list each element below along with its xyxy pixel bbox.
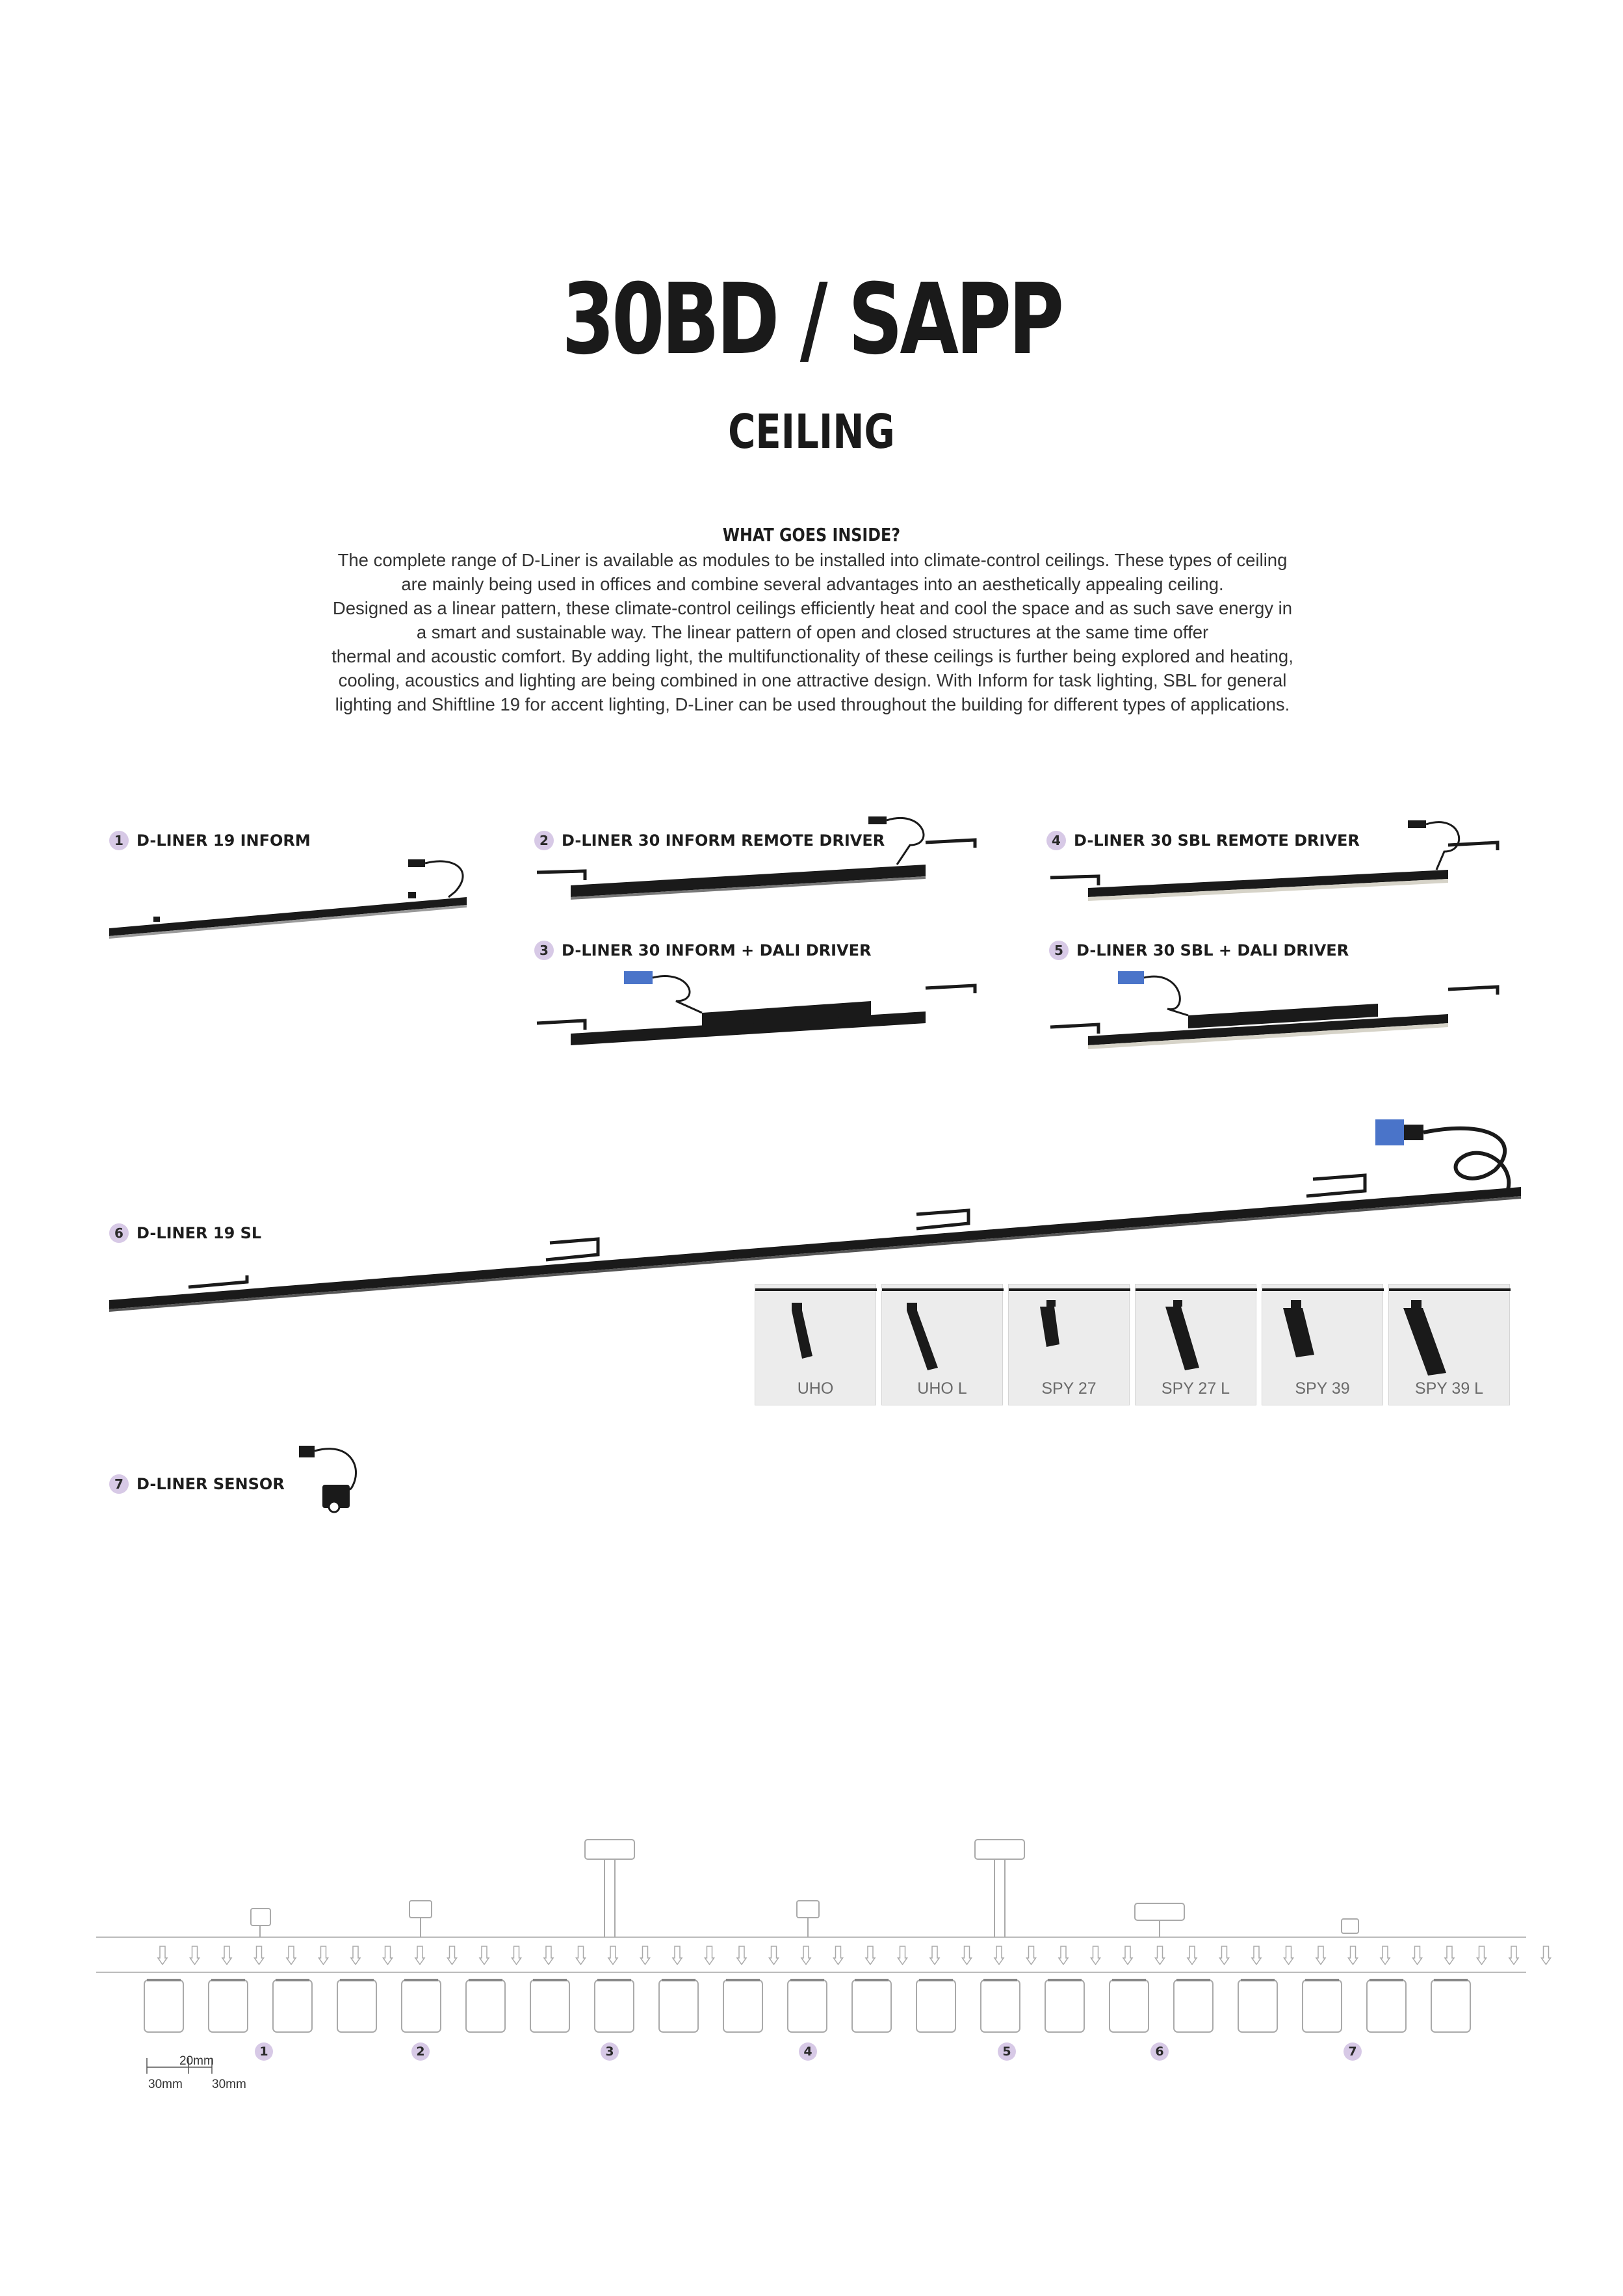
spot-label: SPY 39 bbox=[1295, 1379, 1350, 1398]
page-subtitle: CEILING bbox=[728, 404, 895, 459]
ceiling-slot bbox=[480, 1946, 489, 1964]
spot-label: SPY 27 bbox=[1041, 1379, 1097, 1398]
ceiling-bay bbox=[1367, 1980, 1406, 2032]
product-number-badge: 3 bbox=[534, 941, 554, 960]
ceiling-bay bbox=[530, 1980, 569, 2032]
page-title: 30BD / SAPP bbox=[562, 263, 1061, 376]
ceiling-slot bbox=[222, 1946, 231, 1964]
ceiling-slot bbox=[1542, 1946, 1551, 1964]
product-name: D-LINER 19 INFORM bbox=[136, 831, 311, 850]
product-name: D-LINER 30 INFORM + DALI DRIVER bbox=[562, 941, 872, 959]
intro-heading: WHAT GOES INSIDE? bbox=[722, 524, 901, 545]
ceiling-slot bbox=[577, 1946, 586, 1964]
dimension-label: 20mm bbox=[179, 2054, 214, 2068]
ceiling-slot bbox=[1509, 1946, 1518, 1964]
ceiling-slot bbox=[705, 1946, 714, 1964]
ceiling-bay bbox=[659, 1980, 698, 2032]
intro-line: thermal and acoustic comfort. By adding light, the multifunctionality of these ceilings is further being explored and heating, bbox=[331, 646, 1293, 666]
spot-label: UHO L bbox=[917, 1379, 967, 1398]
ceiling-bay bbox=[1431, 1980, 1470, 2032]
ceiling-bay bbox=[788, 1980, 827, 2032]
ceiling-slot bbox=[287, 1946, 296, 1964]
ceiling-bay bbox=[402, 1980, 441, 2032]
ceiling-slot bbox=[1091, 1946, 1100, 1964]
ceiling-slot bbox=[898, 1946, 907, 1964]
ceiling-bay bbox=[723, 1980, 762, 2032]
ceiling-slot bbox=[994, 1946, 1004, 1964]
ceiling-bay bbox=[337, 1980, 376, 2032]
ceiling-slot bbox=[1123, 1946, 1132, 1964]
product-number-badge: 1 bbox=[109, 831, 129, 850]
ceiling-slot bbox=[641, 1946, 650, 1964]
ceiling-slot bbox=[1316, 1946, 1325, 1964]
diagram-marker: 3 bbox=[601, 2042, 619, 2061]
ceiling-slot bbox=[158, 1946, 167, 1964]
ceiling-bay bbox=[144, 1980, 183, 2032]
product-name: D-LINER 19 SL bbox=[136, 1224, 262, 1242]
ceiling-slot bbox=[673, 1946, 682, 1964]
ceiling-slot bbox=[190, 1946, 200, 1964]
ceiling-bay bbox=[1110, 1980, 1149, 2032]
intro-line: cooling, acoustics and lighting are being combined in one attractive design. With Inform for task lighting, SBL for general bbox=[338, 670, 1287, 690]
ceiling-slot bbox=[1445, 1946, 1454, 1964]
ceiling-slot bbox=[1027, 1946, 1036, 1964]
ceiling-slot bbox=[866, 1946, 875, 1964]
ceiling-slot bbox=[512, 1946, 521, 1964]
intro-line: are mainly being used in offices and combine several advantages into an aesthetically appealing ceiling. bbox=[401, 574, 1224, 594]
product-number-badge: 2 bbox=[534, 831, 554, 850]
ceiling-bay bbox=[916, 1980, 955, 2032]
ceiling-slot bbox=[383, 1946, 393, 1964]
ceiling-bay bbox=[1045, 1980, 1084, 2032]
ceiling-slot bbox=[351, 1946, 360, 1964]
intro-line: a smart and sustainable way. The linear pattern of open and closed structures at the same time offer bbox=[416, 622, 1209, 642]
ceiling-slot bbox=[1059, 1946, 1068, 1964]
ceiling-slot bbox=[834, 1946, 843, 1964]
dimension-label: 30mm bbox=[148, 2078, 183, 2091]
dimension-label: 30mm bbox=[212, 2078, 246, 2091]
product-number-badge: 4 bbox=[1046, 831, 1066, 850]
ceiling-bay bbox=[595, 1980, 634, 2032]
intro-line: The complete range of D-Liner is available as modules to be installed into climate-control ceilings. These types of ceiling bbox=[337, 550, 1288, 570]
spot-label: SPY 39 L bbox=[1414, 1379, 1484, 1398]
ceiling-bay bbox=[273, 1980, 312, 2032]
ceiling-bay bbox=[1303, 1980, 1342, 2032]
intro-line: lighting and Shiftline 19 for accent lighting, D-Liner can be used throughout the building for different types of applications. bbox=[335, 694, 1290, 714]
ceiling-slot bbox=[1477, 1946, 1487, 1964]
ceiling-slot bbox=[963, 1946, 972, 1964]
ceiling-slot bbox=[801, 1946, 811, 1964]
ceiling-slot bbox=[255, 1946, 264, 1964]
ceiling-slot bbox=[544, 1946, 553, 1964]
product-name: D-LINER SENSOR bbox=[136, 1475, 285, 1493]
ceiling-slot bbox=[448, 1946, 457, 1964]
ceiling-bay bbox=[1174, 1980, 1213, 2032]
product-name: D-LINER 30 SBL + DALI DRIVER bbox=[1076, 941, 1349, 959]
ceiling-slot bbox=[1349, 1946, 1358, 1964]
diagram-marker: 2 bbox=[411, 2042, 430, 2061]
intro-line: Designed as a linear pattern, these climate-control ceilings efficiently heat and cool the space and as such save energy in bbox=[332, 598, 1293, 618]
ceiling-bay bbox=[852, 1980, 891, 2032]
ceiling-slot bbox=[1252, 1946, 1261, 1964]
diagram-marker: 4 bbox=[799, 2042, 817, 2061]
ceiling-bay bbox=[466, 1980, 505, 2032]
ceiling-bay bbox=[1238, 1980, 1277, 2032]
ceiling-slot bbox=[1156, 1946, 1165, 1964]
diagram-marker: 5 bbox=[998, 2042, 1016, 2061]
spot-label: SPY 27 L bbox=[1161, 1379, 1230, 1398]
ceiling-slot bbox=[737, 1946, 746, 1964]
product-name: D-LINER 30 SBL REMOTE DRIVER bbox=[1074, 831, 1360, 850]
ceiling-slot bbox=[1381, 1946, 1390, 1964]
diagram-marker: 6 bbox=[1150, 2042, 1169, 2061]
ceiling-slot bbox=[415, 1946, 424, 1964]
ceiling-slot bbox=[1188, 1946, 1197, 1964]
ceiling-bay bbox=[981, 1980, 1020, 2032]
ceiling-slot bbox=[319, 1946, 328, 1964]
product-number-badge: 5 bbox=[1049, 941, 1069, 960]
diagram-marker: 1 bbox=[255, 2042, 273, 2061]
diagram-marker: 7 bbox=[1344, 2042, 1362, 2061]
ceiling-slot bbox=[1284, 1946, 1293, 1964]
product-name: D-LINER 30 INFORM REMOTE DRIVER bbox=[562, 831, 885, 850]
ceiling-bay bbox=[209, 1980, 248, 2032]
spot-label: UHO bbox=[797, 1379, 834, 1398]
ceiling-slot bbox=[608, 1946, 617, 1964]
product-number-badge: 6 bbox=[109, 1223, 129, 1243]
ceiling-slot bbox=[930, 1946, 939, 1964]
product-number-badge: 7 bbox=[109, 1474, 129, 1494]
ceiling-slot bbox=[1413, 1946, 1422, 1964]
ceiling-slot bbox=[770, 1946, 779, 1964]
ceiling-slot bbox=[1220, 1946, 1229, 1964]
